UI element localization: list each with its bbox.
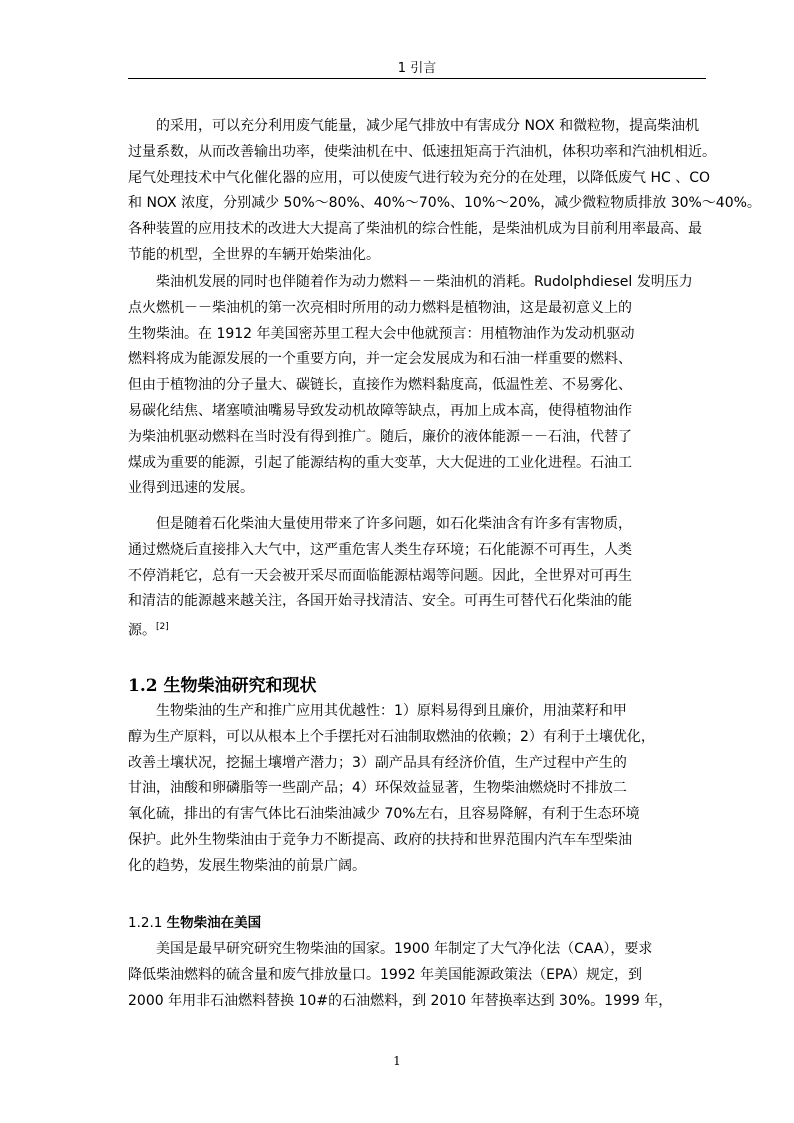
paragraph-line: 燃料将成为能源发展的一个重要方向，并一定会发展成为和石油一样重要的燃料、 (128, 351, 632, 368)
paragraph-line: 氧化硫，排出的有害气体比石油柴油减少 70%左右，且容易降解，有利于生态环境 (128, 806, 640, 823)
paragraph-line: 2000 年用非石油燃料替换 10#的石油燃料，到 2010 年替换率达到 30%。1999 年， (128, 992, 673, 1009)
paragraph-line-text: 源。 (128, 622, 156, 639)
paragraph-line (128, 615, 718, 644)
paragraph-line: 甘油，油酸和卵磷脂等一些副产品；4）环保效益显著，生物柴油燃烧时不排放二 (128, 780, 627, 797)
paragraph-fossil-problems (128, 512, 718, 645)
paragraph-line: 过量系数，从而改善输出功率，使柴油机在中、低速扭矩高于汽油机，体积功率和汽油机相近。 (128, 143, 716, 160)
paragraph-line: 生物柴油的生产和推广应用其优越性：1）原料易得到且廉价，用油菜籽和甲 (156, 703, 627, 719)
paragraph-line: 生物柴油。在 1912 年美国密苏里工程大会中他就预言：用植物油作为发动机驱动 (128, 325, 635, 342)
page-number: 1 (393, 1054, 401, 1068)
paragraph-diesel-history (128, 270, 718, 502)
paragraph-biodiesel-advantages (128, 699, 718, 880)
paragraph-line: 改善土壤状况，挖掘土壤增产潜力；3）副产品具有经济价值，生产过程中产生的 (128, 754, 627, 771)
paragraph-line: 节能的机型，全世界的车辆开始柴油化。 (128, 246, 380, 263)
paragraph-usa (128, 937, 718, 1014)
subsection-title: 生物柴油在美国 (166, 915, 262, 931)
paragraph-line: 业得到迅速的发展。 (128, 480, 254, 497)
paragraph-line: 醇为生产原料，可以从根本上个手摆托对石油制取燃油的依赖；2）有利于土壤优化， (128, 728, 655, 745)
paragraph-line: 但是随着石化柴油大量使用带来了许多问题，如石化柴油含有许多有害物质， (156, 516, 632, 532)
paragraph-line: 各种装置的应用技术的改进大大提高了柴油机的综合性能，是柴油机成为目前利用率最高、最 (128, 221, 702, 238)
paragraph-line: 通过燃烧后直接排入大气中，这严重危害人类生存环境；石化能源不可再生，人类 (128, 541, 632, 558)
paragraph-line: 但由于植物油的分子量大、碳链长，直接作为燃料黏度高，低温性差、不易雾化、 (128, 377, 632, 394)
paragraph-line: 化的趋势，发展生物柴油的前景广阔。 (128, 857, 366, 874)
paragraph-line: 柴油机发展的同时也伴随着作为动力燃料－－柴油机的消耗。Rudolphdiesel 发明压力 (156, 274, 693, 290)
paragraph-line: 美国是最早研究研究生物柴油的国家。1900 年制定了大气净化法（CAA），要求 (156, 941, 653, 957)
subsection-heading (128, 912, 261, 934)
citation: [2] (156, 622, 169, 633)
paragraph-line: 不停消耗它，总有一天会被开采尽而面临能源枯竭等问题。因此，全世界对可再生 (128, 567, 632, 584)
paragraph-line: 和清洁的能源越来越关注，各国开始寻找清洁、安全。可再生可替代石化柴油的能 (128, 593, 632, 610)
paragraph-line: 易碳化结焦、堵塞喷油嘴易导致发动机故障等缺点，再加上成本高，使得植物油作 (128, 402, 632, 419)
paragraph-line: 和 NOX 浓度，分别减少 50%～80%、40%～70%、10%～20%，减少微粒物质排放 30%～40%。 (128, 195, 761, 212)
paragraph-line: 的采用，可以充分利用废气能量，减少尾气排放中有害成分 NOX 和微粒物，提高柴油机 (156, 118, 700, 134)
subsection-number: 1.2.1 (128, 915, 163, 931)
paragraph-engine-tech (128, 114, 761, 269)
section-heading: 1.2 生物柴油研究和现状 (128, 676, 317, 696)
paragraph-line: 尾气处理技术中气化催化器的应用，可以使废气进行较为充分的在处理，以降低废气 HC 、CO (128, 169, 710, 186)
paragraph-line: 保护。此外生物柴油由于竞争力不断提高、政府的扶持和世界范围内汽车车型柴油 (128, 831, 632, 848)
running-header: 1 引言 (128, 60, 706, 79)
paragraph-line: 降低柴油燃料的硫含量和废气排放量口。1992 年美国能源政策法（EPA）规定，到 (128, 966, 643, 983)
paragraph-line: 为柴油机驱动燃料在当时没有得到推广。随后，廉价的液体能源－－石油，代替了 (128, 428, 632, 445)
paragraph-line: 点火燃机－－柴油机的第一次亮相时所用的动力燃料是植物油，这是最初意义上的 (128, 299, 632, 316)
paragraph-line: 煤成为重要的能源，引起了能源结构的重大变革，大大促进的工业化进程。石油工 (128, 454, 632, 471)
